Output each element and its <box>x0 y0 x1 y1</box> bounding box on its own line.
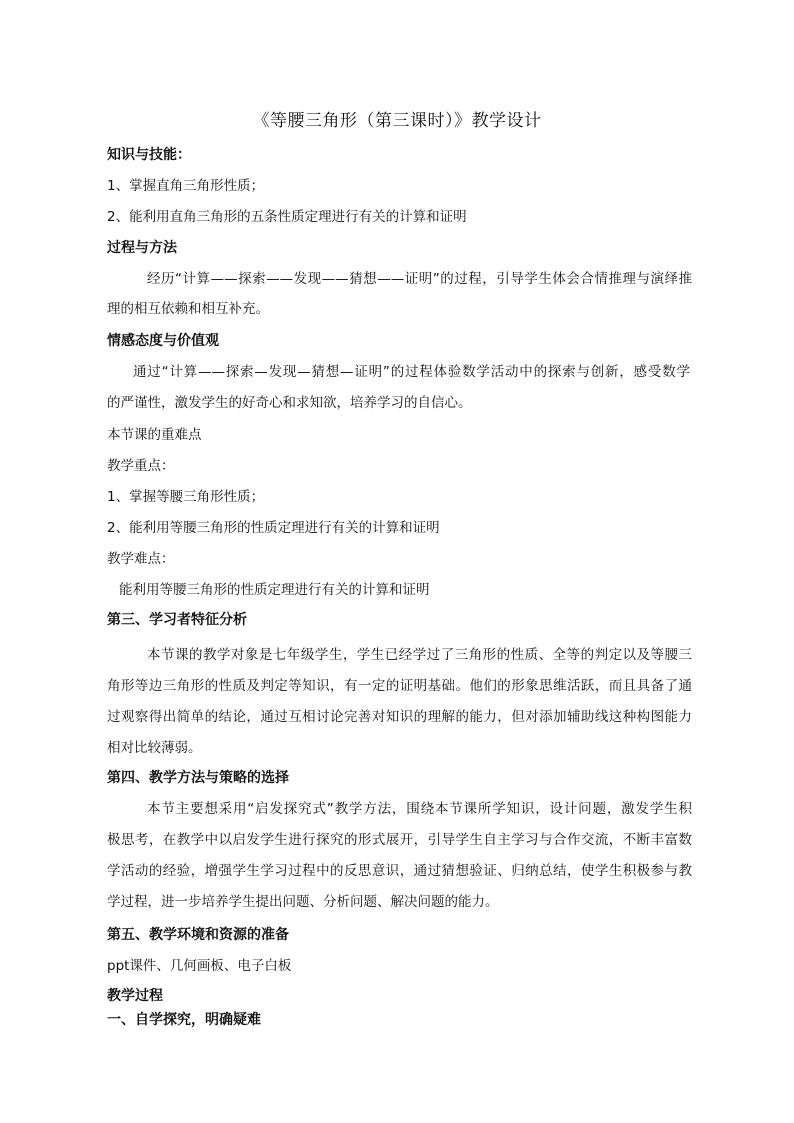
paragraph-line: 本节课的教学对象是七年级学生，学生已经学过了三角形的性质、全等的判定以及等腰三 <box>147 647 692 663</box>
paragraph-line: 教学重点： <box>107 458 175 474</box>
paragraph-line: 能利用等腰三角形的性质定理进行有关的计算和证明 <box>119 582 430 598</box>
paragraph-line: 极思考，在教学中以启发学生进行探究的形式展开，引导学生自主学习与合作交流，不断丰富数 <box>107 832 692 848</box>
paragraph-line: 2、能利用等腰三角形的性质定理进行有关的计算和证明 <box>107 520 440 536</box>
section-heading-process-method: 过程与方法 <box>107 240 177 256</box>
section-heading-self-study: 一、自学探究，明确疑难 <box>107 1012 261 1028</box>
section-heading-teaching-methods: 第四、教学方法与策略的选择 <box>107 770 289 786</box>
section-heading-attitude-values: 情感态度与价值观 <box>107 333 219 349</box>
paragraph-line: 本节课的重难点 <box>107 427 202 443</box>
paragraph-line: 的严谨性，激发学生的好奇心和求知欲，培养学习的自信心。 <box>107 395 472 411</box>
paragraph-line: 经历“计算——探索——发现——猜想——证明”的过程，引导学生体会合情推理与演绎推 <box>147 271 692 287</box>
section-heading-teaching-process: 教学过程 <box>107 988 163 1004</box>
paragraph-line: ppt课件、几何画板、电子白板 <box>107 958 292 974</box>
paragraph-line: 通过“计算——探索—发现—猜想—证明”的过程体验数学活动中的探索与创新，感受数学 <box>133 364 690 380</box>
paragraph-line: 1、掌握直角三角形性质； <box>107 178 265 194</box>
paragraph-line: 相对比较薄弱。 <box>107 740 202 756</box>
section-heading-environment-resources: 第五、教学环境和资源的准备 <box>107 927 289 943</box>
section-heading-knowledge-skills: 知识与技能： <box>107 147 191 163</box>
paragraph-line: 本节主要想采用“启发探究式”教学方法，围绕本节课所学知识，设计问题，激发学生积 <box>147 801 692 817</box>
section-heading-learner-analysis: 第三、学习者特征分析 <box>107 612 247 628</box>
paragraph-line: 学过程，进一步培养学生提出问题、分析问题、解决问题的能力。 <box>107 894 499 910</box>
paragraph-line: 角形等边三角形的性质及判定等知识，有一定的证明基础。他们的形象思维活跃，而且具备了通 <box>107 678 692 694</box>
paragraph-line: 理的相互依赖和相互补充。 <box>107 301 269 317</box>
paragraph-line: 教学难点： <box>107 551 175 567</box>
paragraph-line: 过观察得出简单的结论，通过互相讨论完善对知识的理解的能力，但对添加辅助线这种构图能力 <box>107 709 692 725</box>
document-title: 《等腰三角形（第三课时）》教学设计 <box>252 111 542 131</box>
paragraph-line: 学活动的经验，增强学生学习过程中的反思意识，通过猜想验证、归纳总结，使学生积极参与教 <box>107 863 692 879</box>
paragraph-line: 1、掌握等腰三角形性质； <box>107 489 265 505</box>
paragraph-line: 2、能利用直角三角形的五条性质定理进行有关的计算和证明 <box>107 209 467 225</box>
